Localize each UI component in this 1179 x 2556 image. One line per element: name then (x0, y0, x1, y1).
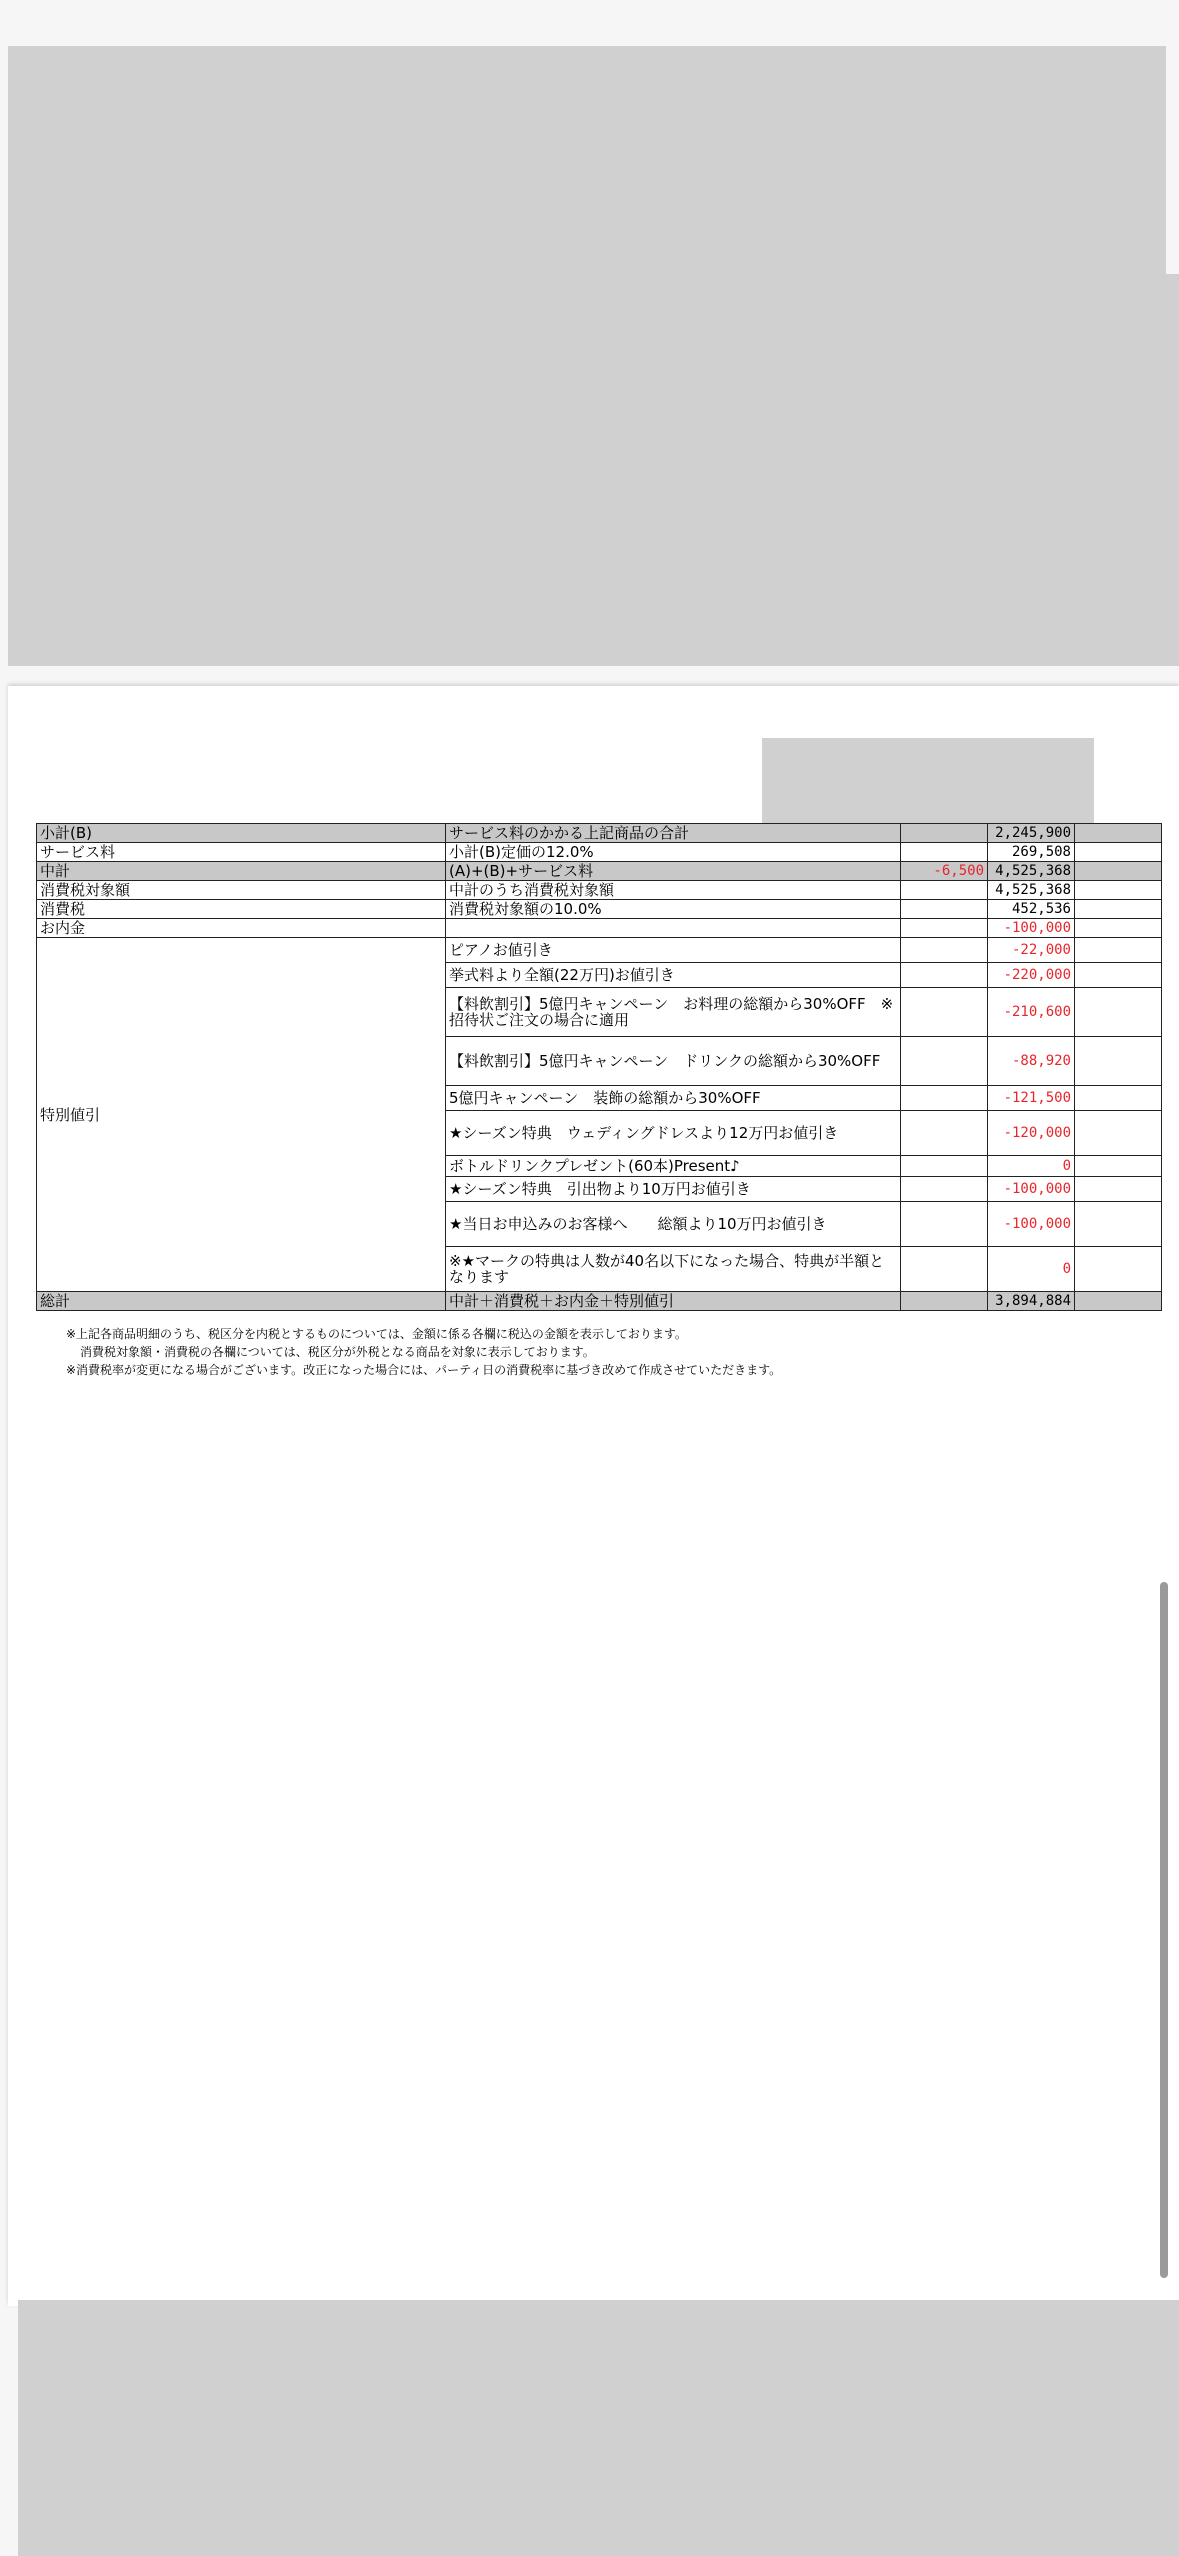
row-extra (901, 919, 988, 938)
row-amount: -120,000 (988, 1111, 1075, 1156)
row-desc: 【料飲割引】5億円キャンペーン お料理の総額から30%OFF ※招待状ご注文の場合に適用 (446, 988, 901, 1037)
row-amount: -22,000 (988, 938, 1075, 963)
table-row (37, 862, 1162, 881)
row-amount: -88,920 (988, 1037, 1075, 1086)
row-label: 消費税 (37, 900, 446, 919)
row-amount: 4,525,368 (988, 881, 1075, 900)
redacted-area-upper (8, 274, 1179, 666)
row-desc: ★シーズン特典 ウェディングドレスより12万円お値引き (446, 1111, 901, 1156)
row-amount: -121,500 (988, 1086, 1075, 1111)
row-amount: 2,245,900 (988, 824, 1075, 843)
row-label: サービス料 (37, 843, 446, 862)
redacted-area-bottom (18, 2300, 1179, 2556)
row-amount: -220,000 (988, 963, 1075, 988)
footnote: ※消費税率が変更になる場合がございます。改正になった場合には、パーティ日の消費税率に基づき改めて作成させていただきます。 (66, 1363, 782, 1377)
row-desc (446, 919, 901, 938)
table-row (37, 938, 1162, 963)
row-amount: 452,536 (988, 900, 1075, 919)
row-desc: 小計(B)定価の12.0% (446, 843, 901, 862)
total-desc: 中計＋消費税＋お内金＋特別値引 (446, 1292, 901, 1311)
row-desc: サービス料のかかる上記商品の合計 (446, 824, 901, 843)
row-amount: 4,525,368 (988, 862, 1075, 881)
table-row (37, 881, 1162, 900)
row-desc: 中計のうち消費税対象額 (446, 881, 901, 900)
table-row (37, 919, 1162, 938)
total-label: 総計 (37, 1292, 446, 1311)
row-amount: 0 (988, 1247, 1075, 1292)
footnote: ※上記各商品明細のうち、税区分を内税とするものについては、金額に係る各欄に税込の金額を表示しております。 (66, 1327, 687, 1341)
row-desc: ピアノお値引き (446, 938, 901, 963)
special-discount-label: 特別値引 (37, 938, 446, 1292)
fee-summary-table (36, 823, 1162, 1311)
vertical-scrollbar[interactable] (1160, 1582, 1168, 2278)
row-desc: 挙式料より全額(22万円)お値引き (446, 963, 901, 988)
table-row (37, 900, 1162, 919)
row-desc: ★当日お申込みのお客様へ 総額より10万円お値引き (446, 1202, 901, 1247)
redacted-stamp-area (762, 738, 1094, 824)
row-amount: -100,000 (988, 1202, 1075, 1247)
row-amount: -100,000 (988, 919, 1075, 938)
row-extra: -6,500 (901, 862, 988, 881)
row-desc: ボトルドリンクプレゼント(60本)Present♪ (446, 1156, 901, 1177)
table-row (37, 843, 1162, 862)
row-amount: -100,000 (988, 1177, 1075, 1202)
footnotes (66, 1325, 781, 1379)
row-desc: 5億円キャンペーン 装飾の総額から30%OFF (446, 1086, 901, 1111)
row-amount: 269,508 (988, 843, 1075, 862)
row-desc: (A)+(B)+サービス料 (446, 862, 901, 881)
row-extra (901, 900, 988, 919)
row-label: 消費税対象額 (37, 881, 446, 900)
row-label: お内金 (37, 919, 446, 938)
row-extra (901, 843, 988, 862)
row-label: 中計 (37, 862, 446, 881)
row-extra (901, 824, 988, 843)
row-label: 小計(B) (37, 824, 446, 843)
total-amount: 3,894,884 (988, 1292, 1075, 1311)
table-row-total (37, 1292, 1162, 1311)
row-desc: 【料飲割引】5億円キャンペーン ドリンクの総額から30%OFF (446, 1037, 901, 1086)
footnote: 消費税対象額・消費税の各欄については、税区分が外税となる商品を対象に表示しております。 (80, 1345, 595, 1359)
row-desc: ※★マークの特典は人数が40名以下になった場合、特典が半額となります (446, 1247, 901, 1292)
row-amount: -210,600 (988, 988, 1075, 1037)
row-desc: ★シーズン特典 引出物より10万円お値引き (446, 1177, 901, 1202)
row-desc: 消費税対象額の10.0% (446, 900, 901, 919)
table-row (37, 824, 1162, 843)
row-amount: 0 (988, 1156, 1075, 1177)
row-extra (901, 881, 988, 900)
